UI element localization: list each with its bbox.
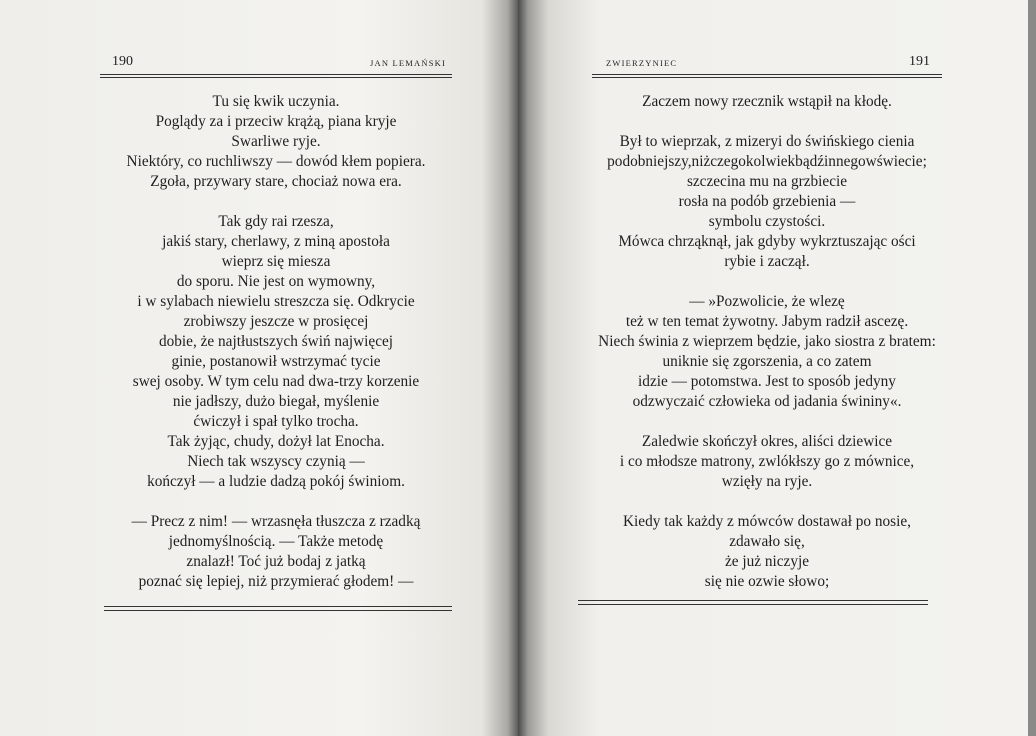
verse-line: do sporu. Nie jest on wymowny, — [176, 273, 376, 290]
page-number-left: 190 — [112, 54, 133, 69]
footer-rule-left — [104, 606, 452, 611]
verse-line: Zgoła, przywary stare, chociaż nowa era. — [150, 173, 402, 190]
running-head-left — [100, 54, 452, 75]
header-rule-left — [100, 77, 452, 78]
verse-line: odzwyczaić człowieka od jadania świniny«. — [632, 393, 902, 410]
verse-line: ćwiczył i spał tylko trocha. — [193, 413, 359, 430]
verse-line: idzie — potomstwa. Jest to sposób jedyny — [638, 373, 896, 390]
verse-line: szczecina mu na grzbiecie — [686, 173, 848, 190]
verse-line: wzięły na ryje. — [721, 473, 813, 490]
verse-line: jakiś stary, cherlawy, z miną apostoła — [162, 233, 390, 250]
verse-line: nie jadłszy, dużo biegał, myślenie — [172, 393, 380, 410]
verse-line: rosła na podób grzebienia — — [678, 193, 856, 210]
running-title-left: JAN LEMAŃSKI — [369, 58, 446, 68]
right-scan-edge — [1028, 0, 1036, 736]
verse-line: zdawało się, — [729, 533, 805, 550]
verse-line: Kiedy tak każdy z mówców dostawał po nosie, — [622, 513, 912, 530]
verse-line: Niech świnia z wieprzem będzie, jako siostra z bratem: — [598, 333, 936, 350]
verse-line: kończył — a ludzie dadzą pokój świniom. — [147, 473, 405, 490]
verse-line: Niektóry, co ruchliwszy — dowód kłem popiera. — [126, 153, 426, 170]
right-page — [518, 0, 1028, 736]
running-title-right: ZWIERZYNIEC — [606, 58, 678, 68]
left-page-text — [100, 92, 452, 592]
verse-line: dobie, że najtłustszych świń najwięcej — [158, 333, 394, 350]
stanza-break — [100, 492, 452, 512]
verse-line: wieprz się miesza — [221, 253, 331, 270]
verse-line: znalazł! Toć już bodaj z jatką — [186, 553, 366, 570]
verse-line: ginie, postanowił wstrzymać tycie — [171, 353, 381, 370]
verse-line: Tak żyjąc, chudy, dożył lat Enocha. — [167, 433, 385, 450]
right-page-text — [592, 92, 942, 592]
verse-line: uniknie się zgorszenia, a co zatem — [662, 353, 872, 370]
verse-line: podobniejszy,niżczegokolwiekbądźinnegowświecie; — [607, 153, 927, 170]
verse-line: że już niczyje — [724, 553, 810, 570]
verse-line: Niech tak wszyscy czynią — — [187, 453, 365, 470]
verse-line: Zaczem nowy rzecznik wstąpił na kłodę. — [642, 93, 892, 110]
verse-line: rybie i zaczął. — [724, 253, 810, 270]
verse-line: się nie ozwie słowo; — [704, 573, 830, 590]
verse-line: Zaledwie skończył okres, aliści dziewice — [641, 433, 893, 450]
running-head-right — [592, 54, 942, 75]
verse-line: — Precz z nim! — wrzasnęła tłuszcza z rzadką — [131, 513, 421, 530]
verse-line: swej osoby. W tym celu nad dwa-trzy korzenie — [132, 373, 420, 390]
header-rule-right — [592, 77, 942, 78]
stanza-break — [100, 192, 452, 212]
verse-line: symbolu czystości. — [708, 213, 826, 230]
verse-line: Był to wieprzak, z mizeryi do świńskiego cienia — [619, 133, 915, 150]
verse-line: poznać się lepiej, niż przymierać głodem! — — [138, 573, 414, 590]
stanza-break — [592, 492, 942, 512]
verse-line: Poglądy za i przeciw krążą, piana kryje — [155, 113, 397, 130]
verse-line: Tak gdy rai rzesza, — [218, 213, 334, 230]
verse-line: Tu się kwik uczynia. — [212, 93, 340, 110]
verse-line: zrobiwszy jeszcze w prosięcej — [183, 313, 369, 330]
stanza-break — [592, 412, 942, 432]
verse-line: — »Pozwolicie, że wlezę — [689, 293, 845, 310]
verse-line: Swarliwe ryje. — [231, 133, 321, 150]
verse-line: i co młodsze matrony, zwlókłszy go z mównice, — [619, 453, 915, 470]
page-number-right: 191 — [909, 54, 930, 69]
verse-line: i w sylabach niewielu streszcza się. Odkrycie — [137, 293, 415, 310]
verse-line: też w ten temat żywotny. Jabym radził ascezę. — [625, 313, 909, 330]
stanza-break — [592, 272, 942, 292]
verse-line: Mówca chrząknął, jak gdyby wykrztuszając ości — [618, 233, 916, 250]
stanza-break — [592, 112, 942, 132]
verse-line: jednomyślnością. — Także metodę — [168, 533, 384, 550]
footer-rule-right — [578, 600, 928, 605]
